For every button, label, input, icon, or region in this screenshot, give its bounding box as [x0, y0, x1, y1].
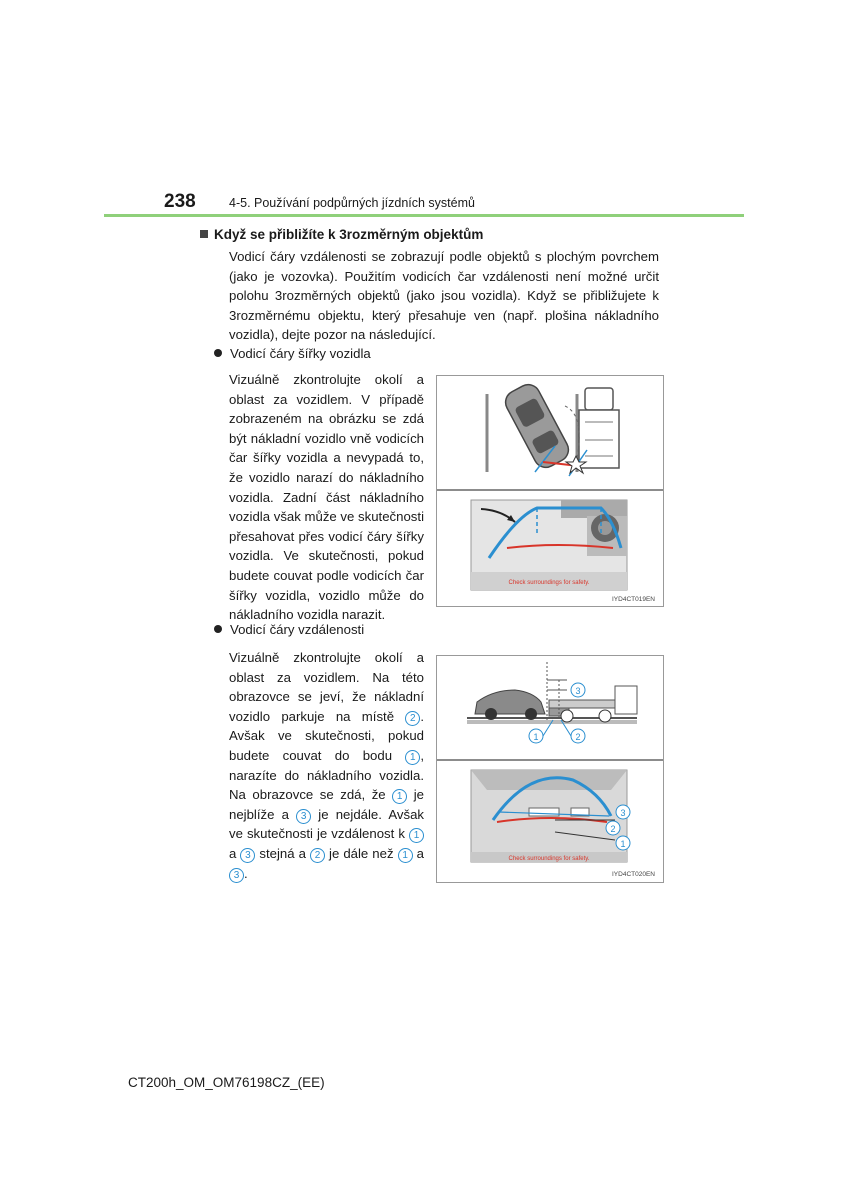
screen-caption: Check surroundings for safety. [508, 856, 590, 862]
bullet-distance-lines [214, 622, 364, 637]
bullet-title: Vodicí čáry šířky vozidla [230, 346, 371, 361]
marker-label: 3 [575, 686, 581, 696]
width-lines-paragraph: Vizuálně zkontrolujte okolí a oblast za vozidlem. V případě zobrazeném na obrázku se zdá být nákladní vozidlo vně vodicích čar šířky vozidla a nevypadá to, že vozidlo narazí do nákladního vozidla. Zadní část nákladního vozidla však může ve skutečnosti přesahovat přes vodicí čáry šířky vozidla. Ve skutečnosti, pokud budete couvat podle vodicích čar šířky vozidla, vozidlo může do nákladního vozidla narazit. [229, 372, 424, 623]
marker-1-icon [529, 729, 543, 743]
screen-caption: Check surroundings for safety. [508, 580, 590, 586]
marker-label: 1 [620, 839, 626, 849]
marker-3-icon [571, 683, 585, 697]
text-part: Vizuálně zkontrolujte okolí a oblast za vozidlem. Na této obrazovce se jeví, že nákladní vozidlo parkuje na místě [229, 650, 424, 724]
marker-label: 3 [620, 808, 626, 818]
marker-3-icon [616, 805, 630, 819]
bullet-width-lines [214, 346, 371, 361]
figure-width-lines-illustration [437, 376, 663, 606]
text-part: , narazíte do nákladního vozidla. Na obrazovce se zdá, že [229, 747, 424, 803]
marker-label: 1 [533, 732, 539, 742]
square-bullet-icon [200, 230, 208, 238]
truck-side-icon [549, 686, 637, 722]
footer-doc-code: CT200h_OM_OM76198CZ_(EE) [128, 1075, 325, 1090]
subsection-heading [200, 227, 483, 242]
text-part: a [229, 845, 237, 861]
marker-2-icon [571, 729, 585, 743]
figure-distance-lines-illustration [437, 656, 663, 882]
figure-code: IYD4CT019EN [612, 596, 655, 603]
figure-distance-lines [436, 655, 664, 883]
text-part: je dále než [329, 845, 394, 861]
intro-paragraph: Vodicí čáry vzdálenosti se zobrazují podle objektů s plochým povrchem (jako je vozovka). Použitím vodicích čar vzdálenosti není možné určit polohu 3rozměrných objektů (jako jsou vozidla). Když se přibližujete k 3rozměrnému objektu, který přesahuje ven (např. plošina nákladního vozidla), dejte pozor na následující. [229, 249, 659, 343]
marker-label: 2 [610, 824, 616, 834]
marker-1-icon: 1 [409, 828, 424, 843]
marker-label: 2 [575, 732, 581, 742]
section-title: 4-5. Používání podpůrných jízdních systémů [229, 196, 475, 210]
subsection-heading-text: Když se přibližíte k 3rozměrným objektům [214, 227, 484, 242]
marker-1-icon [616, 836, 630, 850]
marker-2-icon: 2 [405, 711, 420, 726]
marker-3-icon: 3 [240, 848, 255, 863]
text-part: stejná a [259, 845, 306, 861]
page-number: 238 [164, 191, 196, 212]
car-side-icon [475, 690, 545, 720]
bullet-icon [214, 349, 222, 357]
marker-2-icon [606, 821, 620, 835]
marker-3-icon: 3 [229, 868, 244, 883]
bullet-icon [214, 625, 222, 633]
truck-top-icon [579, 388, 619, 468]
distance-lines-paragraph [229, 648, 424, 883]
text-part: a [416, 845, 424, 861]
header-rule [104, 214, 744, 217]
marker-2-icon: 2 [310, 848, 325, 863]
figure-width-lines [436, 375, 664, 607]
bullet-title: Vodicí čáry vzdálenosti [230, 622, 365, 637]
car-top-icon [501, 380, 572, 471]
text-part: . [244, 865, 248, 881]
marker-3-icon: 3 [296, 809, 311, 824]
marker-1-icon: 1 [398, 848, 413, 863]
marker-1-icon: 1 [405, 750, 420, 765]
text-part: . Avšak ve skutečnosti, pokud budete couvat do bodu [229, 708, 424, 763]
figure-code: IYD4CT020EN [612, 871, 655, 878]
marker-1-icon: 1 [392, 789, 407, 804]
text-part: je nejblíže a [229, 787, 424, 822]
text-part: je nejdále. Avšak ve skutečnosti je vzdálenost k [229, 806, 425, 842]
